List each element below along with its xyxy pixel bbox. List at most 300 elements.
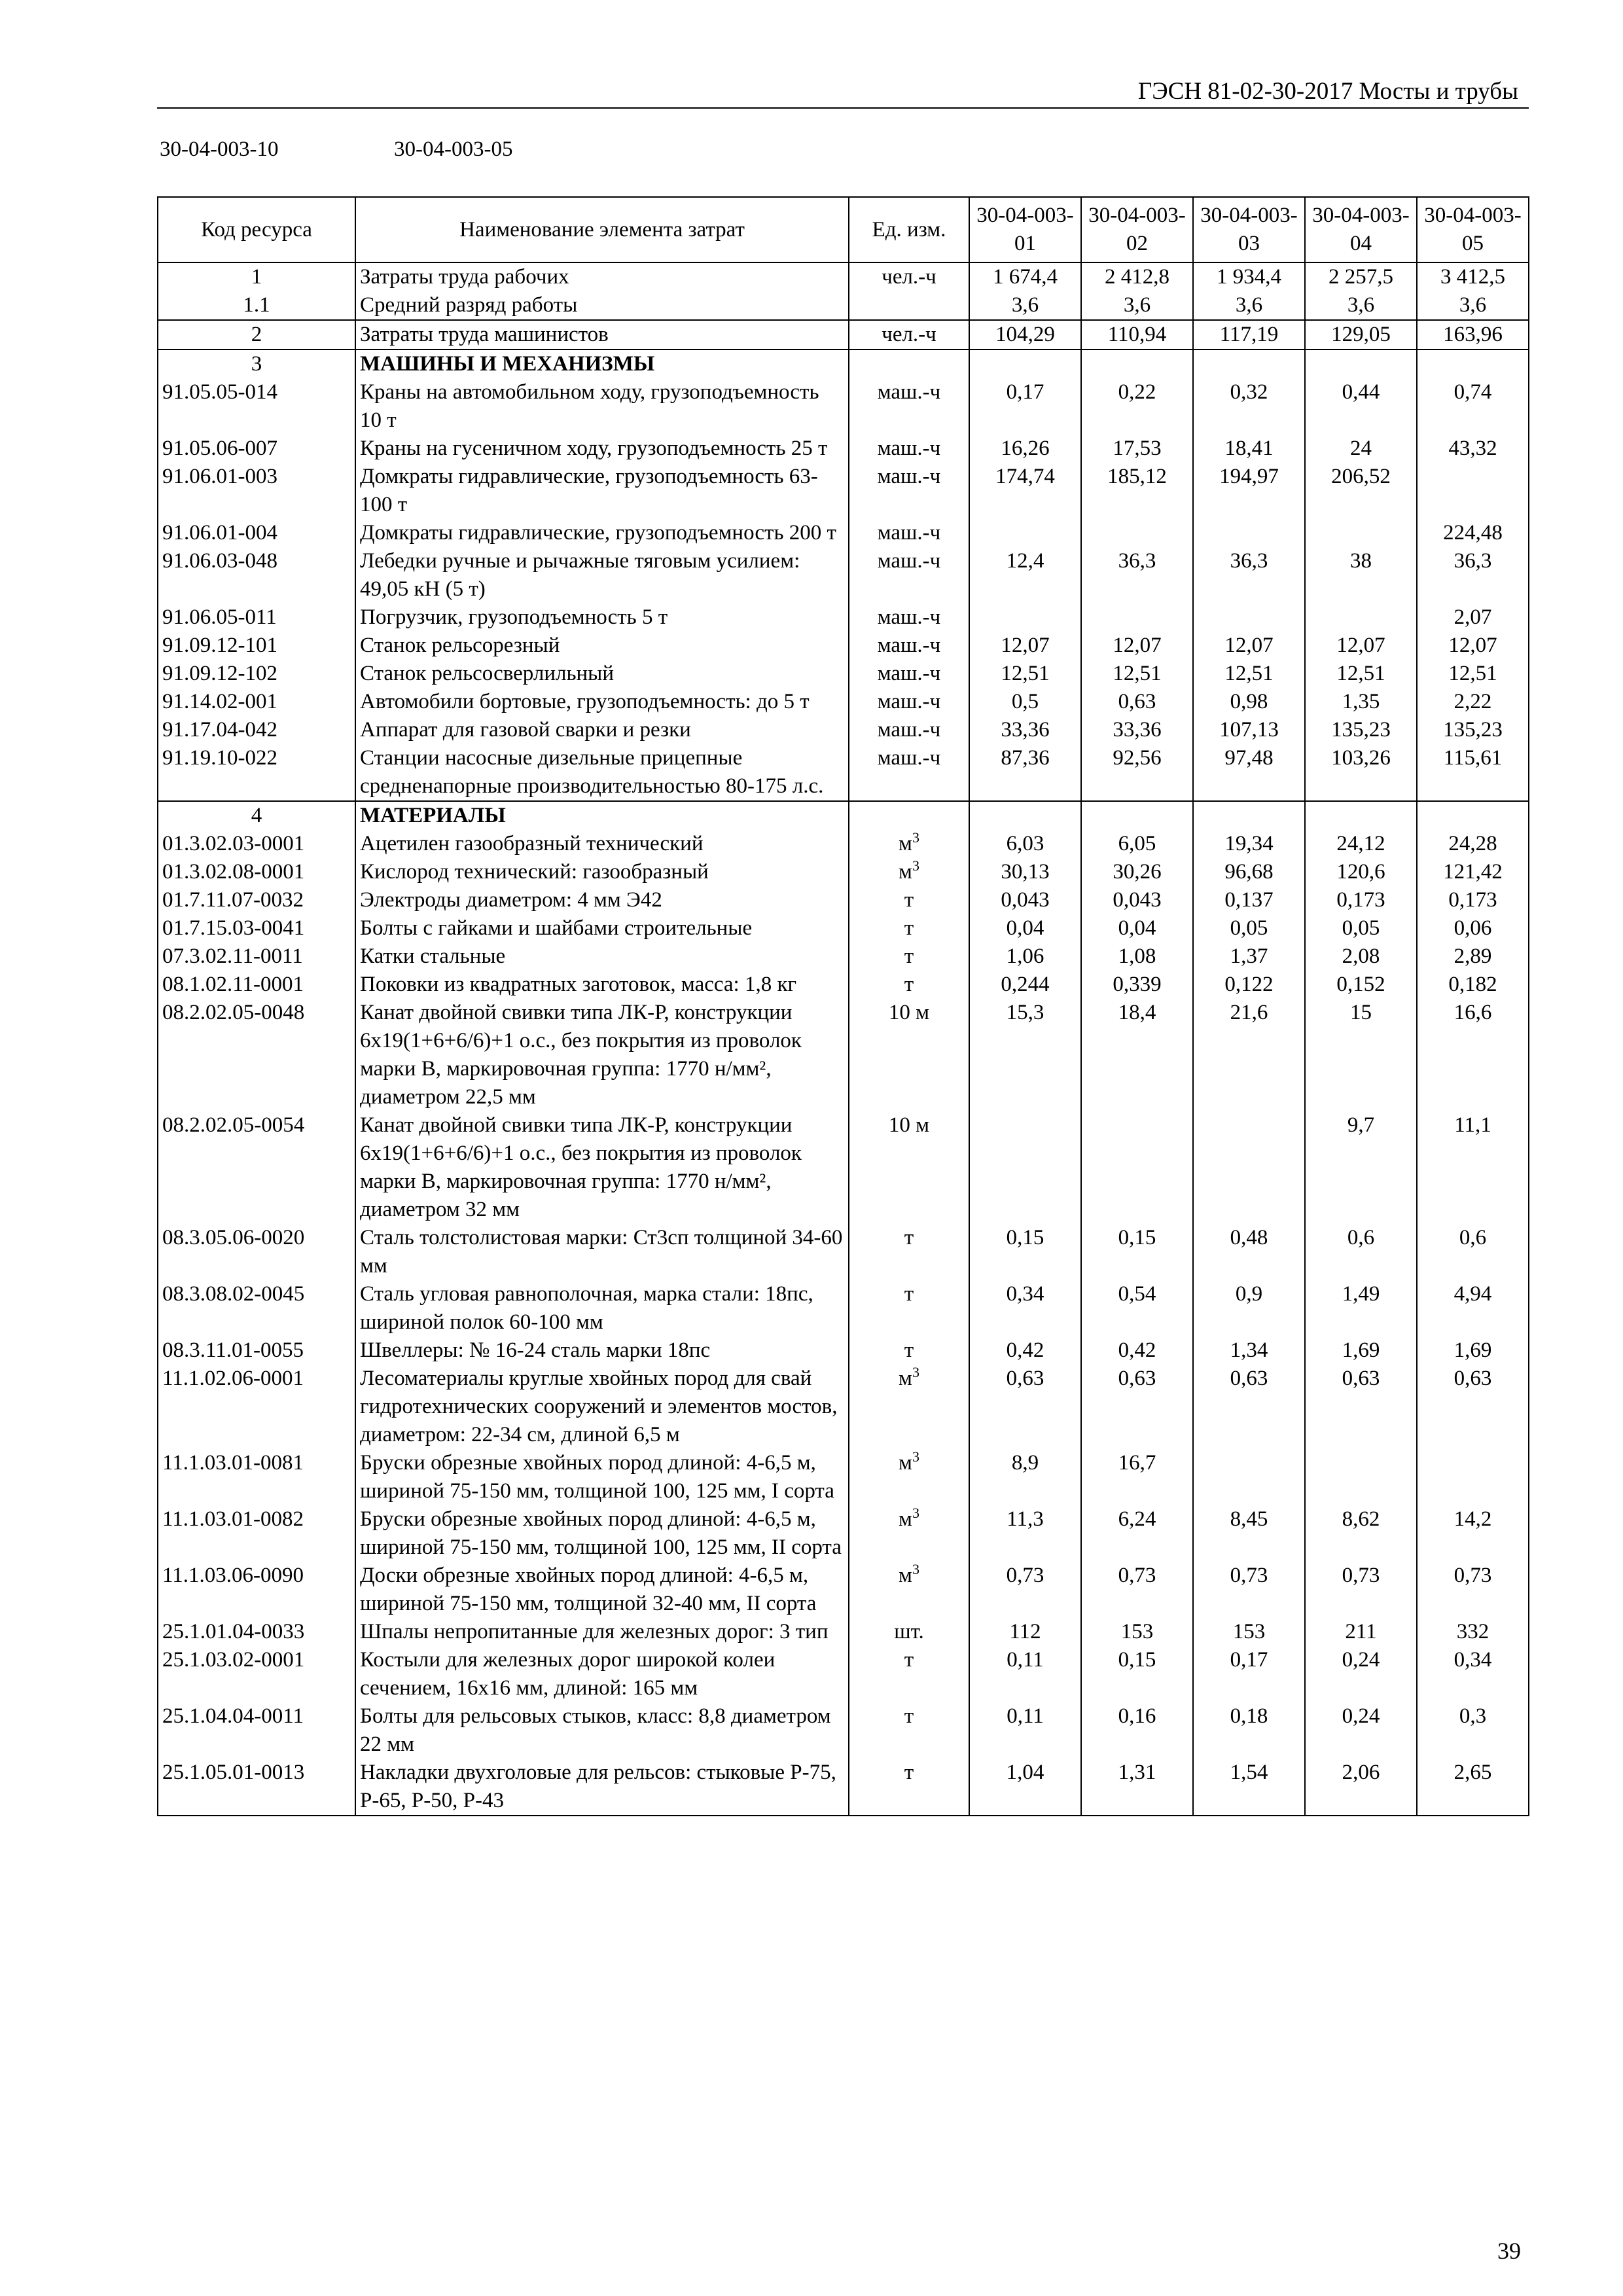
norm-value-cell: 0,15 xyxy=(969,1224,1081,1280)
unit-cell xyxy=(849,1562,969,1618)
unit-superscript: 3 xyxy=(912,1448,919,1465)
unit-cell xyxy=(849,716,969,744)
norm-value-cell: 12,51 xyxy=(1193,660,1305,688)
unit-cell xyxy=(849,320,969,350)
resource-code-cell: 91.06.01-004 xyxy=(158,519,355,547)
col-header-norm-2: 30-04-003-02 xyxy=(1081,197,1193,262)
unit-text: м xyxy=(899,1564,912,1587)
table-row xyxy=(158,971,1529,999)
norm-value-cell xyxy=(1193,603,1305,632)
unit-text: м xyxy=(899,832,912,855)
resource-code-cell: 25.1.01.04-0033 xyxy=(158,1618,355,1646)
norm-value-cell: 1,69 xyxy=(1305,1336,1417,1365)
col-header-code: Код ресурса xyxy=(158,197,355,262)
norm-value-cell: 0,42 xyxy=(969,1336,1081,1365)
table-row xyxy=(158,1646,1529,1702)
norm-value-cell: 0,05 xyxy=(1193,914,1305,942)
table-row xyxy=(158,632,1529,660)
col-header-norm-1: 30-04-003-01 xyxy=(969,197,1081,262)
norm-value-cell: 96,68 xyxy=(1193,858,1305,886)
cost-element-name-cell: Аппарат для газовой сварки и резки xyxy=(355,716,849,744)
unit-cell xyxy=(849,547,969,603)
norm-value-cell: 0,3 xyxy=(1417,1702,1529,1759)
norm-value-cell: 8,62 xyxy=(1305,1505,1417,1562)
section-heading-cell: МАТЕРИАЛЫ xyxy=(355,801,849,830)
norm-value-cell: 0,42 xyxy=(1081,1336,1193,1365)
norm-value-cell: 224,48 xyxy=(1417,519,1529,547)
unit-text: 10 м xyxy=(888,1113,930,1137)
table-row xyxy=(158,1111,1529,1224)
norm-value-cell: 15,3 xyxy=(969,999,1081,1111)
cost-element-name-cell: Погрузчик, грузоподъемность 5 т xyxy=(355,603,849,632)
resource-code-cell: 08.2.02.05-0048 xyxy=(158,999,355,1111)
norm-value-cell: 3 412,5 xyxy=(1417,262,1529,291)
norm-value-cell: 12,51 xyxy=(1417,660,1529,688)
header-rule xyxy=(157,107,1529,109)
unit-cell xyxy=(849,1111,969,1224)
unit-text: маш.-ч xyxy=(877,690,941,713)
norm-value-cell: 0,63 xyxy=(1081,1365,1193,1449)
cost-element-name-cell: Бруски обрезные хвойных пород длиной: 4-6,5 м, шириной 75-150 мм, толщиной 100, 125 мм, I сорта xyxy=(355,1449,849,1505)
norm-value-cell: 0,182 xyxy=(1417,971,1529,999)
norm-value-cell: 0,173 xyxy=(1417,886,1529,914)
norm-value-cell: 110,94 xyxy=(1081,320,1193,350)
norm-value-cell: 0,152 xyxy=(1305,971,1417,999)
norm-value-cell: 36,3 xyxy=(1417,547,1529,603)
norm-value-cell: 1,35 xyxy=(1305,688,1417,716)
norm-value-cell: 0,73 xyxy=(1305,1562,1417,1618)
norm-value-cell: 121,42 xyxy=(1417,858,1529,886)
resource-code-cell: 11.1.03.01-0081 xyxy=(158,1449,355,1505)
cost-element-name-cell: Станок рельсорезный xyxy=(355,632,849,660)
norm-value-cell: 0,34 xyxy=(1417,1646,1529,1702)
norm-value-cell: 117,19 xyxy=(1193,320,1305,350)
page-header-title: ГЭСН 81-02-30-2017 Мосты и трубы xyxy=(1137,78,1518,105)
norm-value-cell: 0,17 xyxy=(969,378,1081,435)
unit-cell xyxy=(849,688,969,716)
resource-code-cell: 08.1.02.11-0001 xyxy=(158,971,355,999)
col-header-norm-5: 30-04-003-05 xyxy=(1417,197,1529,262)
norm-value-cell: 92,56 xyxy=(1081,744,1193,801)
unit-cell xyxy=(849,660,969,688)
resource-code-cell: 3 xyxy=(158,350,355,378)
table-row xyxy=(158,999,1529,1111)
resource-code-cell: 01.3.02.08-0001 xyxy=(158,858,355,886)
norm-value-cell: 18,41 xyxy=(1193,435,1305,463)
norm-value-cell: 97,48 xyxy=(1193,744,1305,801)
norm-value-cell xyxy=(1193,519,1305,547)
cost-element-name-cell: Швеллеры: № 16-24 сталь марки 18пс xyxy=(355,1336,849,1365)
norm-value-cell: 0,73 xyxy=(1193,1562,1305,1618)
norm-value-cell xyxy=(1305,519,1417,547)
norm-value-cell xyxy=(1305,603,1417,632)
norm-value-cell: 3,6 xyxy=(1417,291,1529,320)
unit-text: маш.-ч xyxy=(877,380,941,404)
norm-value-cell: 0,15 xyxy=(1081,1646,1193,1702)
norm-value-cell: 0,043 xyxy=(969,886,1081,914)
unit-superscript: 3 xyxy=(912,829,919,846)
norm-value-cell: 16,6 xyxy=(1417,999,1529,1111)
table-row xyxy=(158,660,1529,688)
norm-value-cell: 0,44 xyxy=(1305,378,1417,435)
cost-element-name-cell: Средний разряд работы xyxy=(355,291,849,320)
code-range-from: 30-04-003-10 xyxy=(160,137,279,161)
norm-value-cell xyxy=(969,1111,1081,1224)
norm-value-cell: 16,26 xyxy=(969,435,1081,463)
norm-value-cell: 2,06 xyxy=(1305,1759,1417,1816)
unit-cell xyxy=(849,519,969,547)
norm-value-cell: 8,9 xyxy=(969,1449,1081,1505)
norm-value-cell: 24,28 xyxy=(1417,830,1529,858)
norm-value-cell: 1,49 xyxy=(1305,1280,1417,1336)
unit-text: т xyxy=(904,916,914,940)
unit-superscript: 3 xyxy=(912,1561,919,1577)
norm-value-cell xyxy=(1417,1449,1529,1505)
unit-text: чел.-ч xyxy=(882,265,936,289)
resource-code-cell: 4 xyxy=(158,801,355,830)
cost-element-name-cell: Краны на автомобильном ходу, грузоподъемность 10 т xyxy=(355,378,849,435)
unit-text: маш.-ч xyxy=(877,718,941,742)
norm-value-cell: 12,07 xyxy=(1081,632,1193,660)
resource-code-cell: 11.1.03.06-0090 xyxy=(158,1562,355,1618)
unit-cell xyxy=(849,744,969,801)
norm-value-cell: 43,32 xyxy=(1417,435,1529,463)
unit-cell xyxy=(849,1618,969,1646)
unit-text: т xyxy=(904,1704,914,1728)
norm-value-cell: 2,65 xyxy=(1417,1759,1529,1816)
norm-value-cell: 1,08 xyxy=(1081,942,1193,971)
norm-value-cell xyxy=(1305,801,1417,830)
unit-cell xyxy=(849,914,969,942)
norm-value-cell: 6,05 xyxy=(1081,830,1193,858)
norm-value-cell: 0,173 xyxy=(1305,886,1417,914)
unit-cell xyxy=(849,1280,969,1336)
unit-cell xyxy=(849,463,969,519)
norm-value-cell: 0,6 xyxy=(1417,1224,1529,1280)
norm-value-cell: 33,36 xyxy=(969,716,1081,744)
table-row xyxy=(158,1280,1529,1336)
norm-value-cell xyxy=(1081,519,1193,547)
norm-value-cell: 1,31 xyxy=(1081,1759,1193,1816)
unit-cell xyxy=(849,1224,969,1280)
norm-value-cell: 87,36 xyxy=(969,744,1081,801)
unit-text: т xyxy=(904,1226,914,1249)
norm-value-cell: 1,54 xyxy=(1193,1759,1305,1816)
norm-value-cell xyxy=(969,350,1081,378)
resource-code-cell: 07.3.02.11-0011 xyxy=(158,942,355,971)
resource-code-cell: 01.7.15.03-0041 xyxy=(158,914,355,942)
norm-value-cell: 8,45 xyxy=(1193,1505,1305,1562)
norm-value-cell: 3,6 xyxy=(1305,291,1417,320)
norm-value-cell: 12,51 xyxy=(969,660,1081,688)
norm-value-cell: 4,94 xyxy=(1417,1280,1529,1336)
norm-value-cell: 0,17 xyxy=(1193,1646,1305,1702)
unit-superscript: 3 xyxy=(912,1505,919,1521)
code-range-to: 30-04-003-05 xyxy=(394,137,513,161)
resource-code-cell: 08.3.08.02-0045 xyxy=(158,1280,355,1336)
norm-value-cell: 0,73 xyxy=(1081,1562,1193,1618)
unit-cell xyxy=(849,1505,969,1562)
norm-value-cell: 0,22 xyxy=(1081,378,1193,435)
norm-value-cell xyxy=(969,603,1081,632)
norm-value-cell xyxy=(1305,1449,1417,1505)
norm-value-cell: 19,34 xyxy=(1193,830,1305,858)
norm-value-cell: 104,29 xyxy=(969,320,1081,350)
norm-value-cell xyxy=(1193,801,1305,830)
cost-element-name-cell: Канат двойной свивки типа ЛК-Р, конструкции 6х19(1+6+6/6)+1 о.с., без покрытия из проволок марки В, маркировочная группа: 1770 н/мм², диаметром 22,5 мм xyxy=(355,999,849,1111)
table-row xyxy=(158,744,1529,801)
unit-cell xyxy=(849,1336,969,1365)
resource-code-cell: 11.1.02.06-0001 xyxy=(158,1365,355,1449)
resource-code-cell: 91.09.12-101 xyxy=(158,632,355,660)
resource-code-cell: 08.3.05.06-0020 xyxy=(158,1224,355,1280)
resource-code-cell: 01.3.02.03-0001 xyxy=(158,830,355,858)
norm-value-cell: 2,22 xyxy=(1417,688,1529,716)
resource-code-cell: 08.3.11.01-0055 xyxy=(158,1336,355,1365)
norm-value-cell: 24 xyxy=(1305,435,1417,463)
norm-value-cell: 11,1 xyxy=(1417,1111,1529,1224)
norm-value-cell: 2 412,8 xyxy=(1081,262,1193,291)
unit-cell xyxy=(849,886,969,914)
unit-text: т xyxy=(904,973,914,996)
norm-value-cell: 112 xyxy=(969,1618,1081,1646)
norm-value-cell: 2,89 xyxy=(1417,942,1529,971)
norm-value-cell: 0,73 xyxy=(969,1562,1081,1618)
cost-element-name-cell: Накладки двухголовые для рельсов: стыковые Р-75, Р-65, Р-50, Р-43 xyxy=(355,1759,849,1816)
norm-value-cell: 0,63 xyxy=(969,1365,1081,1449)
unit-cell xyxy=(849,262,969,291)
cost-element-name-cell: Лебедки ручные и рычажные тяговым усилием: 49,05 кН (5 т) xyxy=(355,547,849,603)
unit-text: 10 м xyxy=(888,1001,930,1024)
unit-cell xyxy=(849,1449,969,1505)
norm-value-cell: 0,9 xyxy=(1193,1280,1305,1336)
norm-value-cell: 14,2 xyxy=(1417,1505,1529,1562)
resource-code-cell: 91.05.06-007 xyxy=(158,435,355,463)
table-row xyxy=(158,1365,1529,1449)
norm-value-cell: 2 257,5 xyxy=(1305,262,1417,291)
unit-cell xyxy=(849,1365,969,1449)
unit-text: т xyxy=(904,1338,914,1362)
norm-value-cell: 12,4 xyxy=(969,547,1081,603)
cost-element-name-cell: Краны на гусеничном ходу, грузоподъемность 25 т xyxy=(355,435,849,463)
unit-cell xyxy=(849,291,969,320)
table-row xyxy=(158,463,1529,519)
norm-value-cell: 0,043 xyxy=(1081,886,1193,914)
table-row xyxy=(158,547,1529,603)
norm-value-cell: 0,74 xyxy=(1417,378,1529,435)
norm-value-cell: 107,13 xyxy=(1193,716,1305,744)
norm-value-cell xyxy=(1081,801,1193,830)
norm-value-cell: 0,339 xyxy=(1081,971,1193,999)
resource-code-cell: 25.1.05.01-0013 xyxy=(158,1759,355,1816)
cost-element-name-cell: Костыли для железных дорог широкой колеи сечением, 16х16 мм, длиной: 165 мм xyxy=(355,1646,849,1702)
norm-value-cell: 0,244 xyxy=(969,971,1081,999)
unit-text: маш.-ч xyxy=(877,605,941,629)
unit-cell xyxy=(849,1702,969,1759)
norm-value-cell: 0,24 xyxy=(1305,1702,1417,1759)
resource-code-cell: 11.1.03.01-0082 xyxy=(158,1505,355,1562)
norm-value-cell: 0,48 xyxy=(1193,1224,1305,1280)
unit-cell xyxy=(849,378,969,435)
unit-cell xyxy=(849,1759,969,1816)
norm-value-cell: 0,54 xyxy=(1081,1280,1193,1336)
unit-text: маш.-ч xyxy=(877,549,941,573)
unit-text: т xyxy=(904,1282,914,1306)
norm-value-cell xyxy=(1417,463,1529,519)
norm-value-cell: 0,63 xyxy=(1417,1365,1529,1449)
norm-value-cell: 211 xyxy=(1305,1618,1417,1646)
unit-text: т xyxy=(904,888,914,912)
cost-element-name-cell: Сталь толстолистовая марки: Ст3сп толщиной 34-60 мм xyxy=(355,1224,849,1280)
cost-element-name-cell: Станции насосные дизельные прицепные средненапорные производительностью 80-175 л.с. xyxy=(355,744,849,801)
unit-cell xyxy=(849,632,969,660)
cost-element-name-cell: Лесоматериалы круглые хвойных пород для свай гидротехнических сооружений и элементов мостов, диаметром: 22-34 см, длиной 6,5 м xyxy=(355,1365,849,1449)
norm-value-cell: 0,63 xyxy=(1193,1365,1305,1449)
col-header-name: Наименование элемента затрат xyxy=(355,197,849,262)
col-header-norm-3: 30-04-003-03 xyxy=(1193,197,1305,262)
norm-value-cell: 0,5 xyxy=(969,688,1081,716)
resource-code-cell: 1.1 xyxy=(158,291,355,320)
unit-cell xyxy=(849,858,969,886)
norm-value-cell: 0,05 xyxy=(1305,914,1417,942)
norm-value-cell: 30,13 xyxy=(969,858,1081,886)
norm-value-cell: 11,3 xyxy=(969,1505,1081,1562)
norm-value-cell: 6,24 xyxy=(1081,1505,1193,1562)
norm-value-cell: 163,96 xyxy=(1417,320,1529,350)
unit-cell xyxy=(849,603,969,632)
cost-element-name-cell: Кислород технический: газообразный xyxy=(355,858,849,886)
norm-value-cell: 206,52 xyxy=(1305,463,1417,519)
resource-code-cell: 08.2.02.05-0054 xyxy=(158,1111,355,1224)
section-heading-cell: МАШИНЫ И МЕХАНИЗМЫ xyxy=(355,350,849,378)
norm-value-cell: 36,3 xyxy=(1193,547,1305,603)
table-row xyxy=(158,262,1529,291)
norm-value-cell: 1,04 xyxy=(969,1759,1081,1816)
cost-element-name-cell: Станок рельсосверлильный xyxy=(355,660,849,688)
norm-value-cell: 0,24 xyxy=(1305,1646,1417,1702)
cost-element-name-cell: Шпалы непропитанные для железных дорог: 3 тип xyxy=(355,1618,849,1646)
norm-value-cell xyxy=(1081,603,1193,632)
table-row xyxy=(158,830,1529,858)
table-row xyxy=(158,1759,1529,1816)
norm-value-cell: 12,07 xyxy=(1417,632,1529,660)
table-row xyxy=(158,1224,1529,1280)
norm-value-cell: 0,04 xyxy=(969,914,1081,942)
cost-element-name-cell: Канат двойной свивки типа ЛК-Р, конструкции 6х19(1+6+6/6)+1 о.с., без покрытия из проволок марки В, маркировочная группа: 1770 н/мм², диаметром 32 мм xyxy=(355,1111,849,1224)
unit-superscript: 3 xyxy=(912,1364,919,1380)
resource-code-cell: 91.06.01-003 xyxy=(158,463,355,519)
norm-value-cell: 332 xyxy=(1417,1618,1529,1646)
resource-code-cell: 91.19.10-022 xyxy=(158,744,355,801)
unit-text: т xyxy=(904,1648,914,1672)
table-row xyxy=(158,378,1529,435)
norm-value-cell: 1 674,4 xyxy=(969,262,1081,291)
norm-value-cell: 0,15 xyxy=(1081,1224,1193,1280)
norm-value-cell: 194,97 xyxy=(1193,463,1305,519)
unit-text: м xyxy=(899,1451,912,1475)
norm-value-cell xyxy=(1193,1111,1305,1224)
unit-text: маш.-ч xyxy=(877,662,941,685)
norm-value-cell: 0,04 xyxy=(1081,914,1193,942)
cost-element-name-cell: Доски обрезные хвойных пород длиной: 4-6,5 м, шириной 75-150 мм, толщиной 32-40 мм, II сорта xyxy=(355,1562,849,1618)
unit-cell xyxy=(849,435,969,463)
resource-code-cell: 01.7.11.07-0032 xyxy=(158,886,355,914)
unit-text: маш.-ч xyxy=(877,437,941,460)
table-row xyxy=(158,1449,1529,1505)
norm-value-cell: 18,4 xyxy=(1081,999,1193,1111)
table-row xyxy=(158,1702,1529,1759)
resource-code-cell: 91.17.04-042 xyxy=(158,716,355,744)
unit-cell xyxy=(849,830,969,858)
table-row xyxy=(158,320,1529,350)
norm-value-cell: 0,11 xyxy=(969,1646,1081,1702)
norm-value-cell: 0,06 xyxy=(1417,914,1529,942)
table-row xyxy=(158,858,1529,886)
norm-value-cell: 103,26 xyxy=(1305,744,1417,801)
cost-element-name-cell: Домкраты гидравлические, грузоподъемность 63-100 т xyxy=(355,463,849,519)
unit-text: шт. xyxy=(894,1620,924,1643)
table-header-row xyxy=(158,197,1529,262)
norm-value-cell: 0,32 xyxy=(1193,378,1305,435)
table-body xyxy=(158,262,1529,1816)
resource-code-cell: 91.06.03-048 xyxy=(158,547,355,603)
norm-value-cell xyxy=(1081,1111,1193,1224)
norm-value-cell: 0,73 xyxy=(1417,1562,1529,1618)
unit-cell xyxy=(849,801,969,830)
unit-cell xyxy=(849,971,969,999)
norm-value-cell: 6,03 xyxy=(969,830,1081,858)
norm-value-cell: 153 xyxy=(1081,1618,1193,1646)
resource-code-cell: 1 xyxy=(158,262,355,291)
table-row xyxy=(158,914,1529,942)
norm-value-cell: 0,18 xyxy=(1193,1702,1305,1759)
unit-text: м xyxy=(899,860,912,884)
cost-element-name-cell: Болты с гайками и шайбами строительные xyxy=(355,914,849,942)
col-header-norm-4: 30-04-003-04 xyxy=(1305,197,1417,262)
resource-code-cell: 25.1.04.04-0011 xyxy=(158,1702,355,1759)
norm-value-cell: 3,6 xyxy=(969,291,1081,320)
cost-element-name-cell: Электроды диаметром: 4 мм Э42 xyxy=(355,886,849,914)
norm-value-cell: 12,51 xyxy=(1305,660,1417,688)
norm-value-cell: 2,07 xyxy=(1417,603,1529,632)
norm-value-cell: 16,7 xyxy=(1081,1449,1193,1505)
norm-value-cell: 0,122 xyxy=(1193,971,1305,999)
cost-element-name-cell: Катки стальные xyxy=(355,942,849,971)
norm-value-cell: 3,6 xyxy=(1081,291,1193,320)
norm-value-cell: 135,23 xyxy=(1305,716,1417,744)
norm-value-cell: 174,74 xyxy=(969,463,1081,519)
norm-value-cell: 153 xyxy=(1193,1618,1305,1646)
resource-norm-table xyxy=(157,196,1529,1816)
norm-value-cell xyxy=(969,519,1081,547)
norm-value-cell: 3,6 xyxy=(1193,291,1305,320)
norm-value-cell: 129,05 xyxy=(1305,320,1417,350)
norm-value-cell xyxy=(1417,801,1529,830)
norm-value-cell: 0,63 xyxy=(1081,688,1193,716)
norm-value-cell: 0,63 xyxy=(1305,1365,1417,1449)
resource-code-cell: 91.14.02-001 xyxy=(158,688,355,716)
norm-value-cell: 33,36 xyxy=(1081,716,1193,744)
cost-element-name-cell: Бруски обрезные хвойных пород длиной: 4-6,5 м, шириной 75-150 мм, толщиной 100, 125 мм, II сорта xyxy=(355,1505,849,1562)
table-row xyxy=(158,688,1529,716)
norm-value-cell xyxy=(1193,1449,1305,1505)
resource-code-cell: 25.1.03.02-0001 xyxy=(158,1646,355,1702)
table-row xyxy=(158,603,1529,632)
unit-cell xyxy=(849,350,969,378)
norm-value-cell: 36,3 xyxy=(1081,547,1193,603)
table-row xyxy=(158,942,1529,971)
norm-value-cell: 0,6 xyxy=(1305,1224,1417,1280)
